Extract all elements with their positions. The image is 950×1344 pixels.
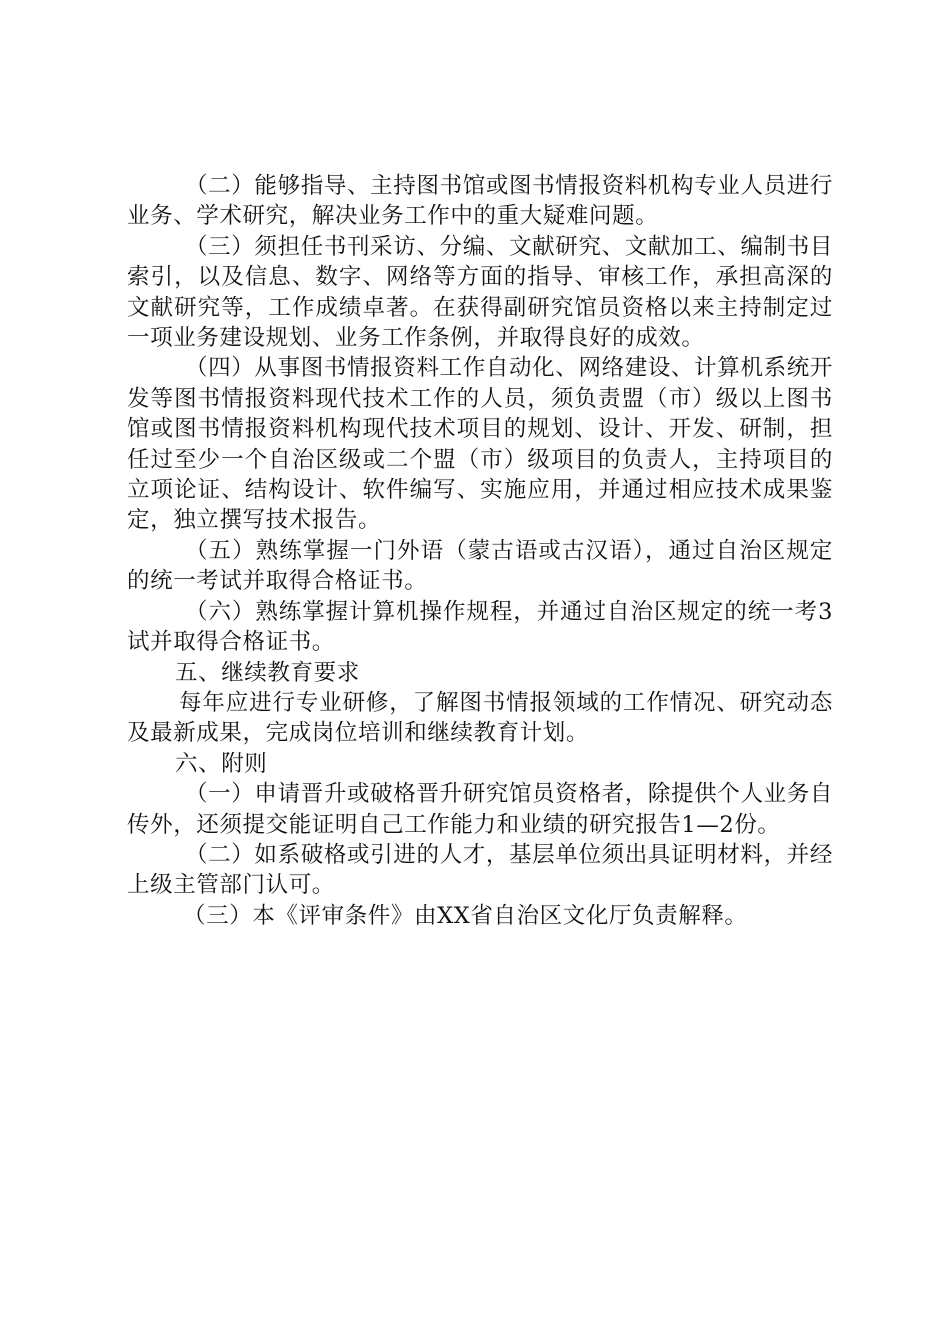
paragraph-item-6: （六）熟练掌握计算机操作规程，并通过自治区规定的统一考3试并取得合格证书。 <box>127 598 833 656</box>
section-heading-appendix: 六、附则 <box>175 750 268 777</box>
paragraph-item-5: （五）熟练掌握一门外语（蒙古语或古汉语），通过自治区规定的统一考试并取得合格证书。 <box>127 537 833 595</box>
paragraph-item-4: （四）从事图书情报资料工作自动化、网络建设、计算机系统开发等图书情报资料现代技术工作的人员，须负责盟（市）级以上图书馆或图书情报资料机构现代技术项目的规划、设计、开发、研制，担任过至少一个自治区级或二个盟（市）级项目的负责人，主持项目的立项论证、结构设计、软件编写、实施应用，并通过相应技术成果鉴定，独立撰写技术报告。 <box>127 355 833 534</box>
paragraph-item-3: （三）须担任书刊采访、分编、文献研究、文献加工、编制书目索引，以及信息、数字、网络等方面的指导、审核工作，承担高深的文献研究等，工作成绩卓著。在获得副研究馆员资格以来主持制定过一项业务建设规划、业务工作条例，并取得良好的成效。 <box>127 233 833 352</box>
appendix-item-2: （二）如系破格或引进的人才，基层单位须出具证明材料，并经上级主管部门认可。 <box>127 841 833 899</box>
continuing-education-paragraph: 每年应进行专业研修，了解图书情报领域的工作情况、研究动态及最新成果，完成岗位培训和继续教育计划。 <box>127 689 833 747</box>
appendix-item-1: （一）申请晋升或破格晋升研究馆员资格者，除提供个人业务自传外，还须提交能证明自己工作能力和业绩的研究报告1—2份。 <box>127 781 833 838</box>
document-body <box>127 171 833 931</box>
paragraph-item-2: （二）能够指导、主持图书馆或图书情报资料机构专业人员进行业务、学术研究，解决业务工作中的重大疑难问题。 <box>127 173 833 230</box>
section-heading-continuing-education: 五、继续教育要求 <box>175 659 360 686</box>
appendix-item-3: （三）本《评审条件》由XX省自治区文化厅负责解释。 <box>183 902 748 929</box>
